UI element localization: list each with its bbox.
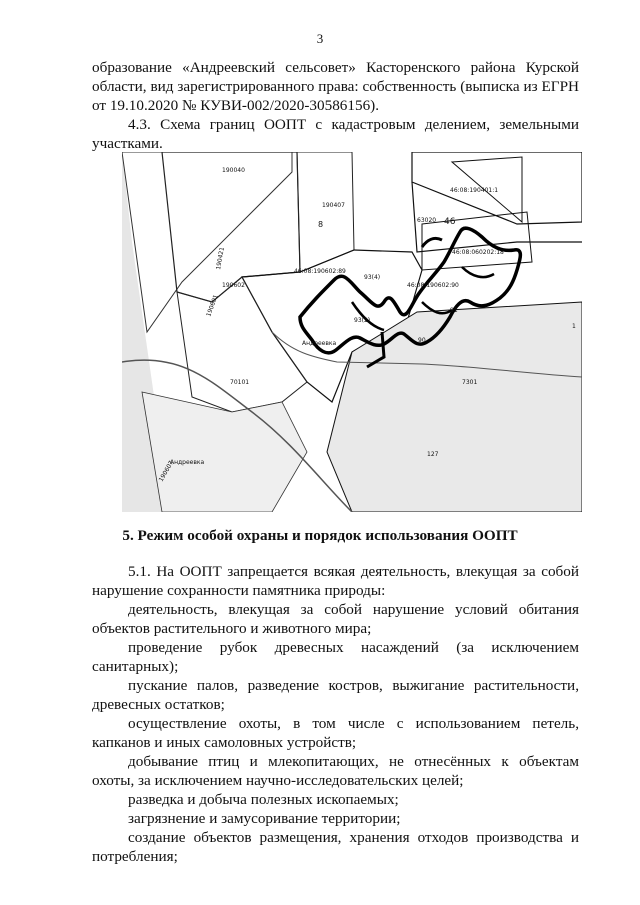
intro-line: образование «Андреевский сельсовет» Касторенского района Курской: [92, 59, 579, 76]
intro-line: от 19.10.2020 № КУВИ-002/2020-30586156).: [92, 97, 380, 114]
body-line: капканов и иных самоловных устройств;: [92, 734, 357, 751]
body-line: потребления;: [92, 848, 178, 865]
cadastral-scheme-map: [122, 152, 582, 512]
map-label: 7301: [462, 379, 478, 386]
body-paragraphs: [92, 562, 579, 866]
body-line: добывание птиц и млекопитающих, не отнесённых к объектам: [128, 753, 579, 770]
map-label: 91: [450, 307, 458, 314]
scheme-line: участками.: [92, 135, 163, 152]
map-drawing: [122, 152, 582, 512]
map-label: 190607: [157, 459, 176, 483]
body-line: объектов растительного и животного мира;: [92, 620, 372, 637]
map-label: 190421: [215, 246, 226, 271]
map-label: 93(2): [354, 317, 371, 324]
intro-line: области, вид зарегистрированного права: собственность (выписка из ЕГРН: [92, 78, 579, 95]
map-label: 190040: [222, 167, 245, 174]
body-line: древесных остатков;: [92, 696, 225, 713]
intro-paragraph: [92, 58, 579, 115]
map-label: 63020: [417, 217, 437, 224]
map-label: 90: [418, 337, 426, 344]
section-heading: 5. Режим особой охраны и порядок использования ООПТ: [122, 527, 518, 544]
map-label: 46:08:190401:1: [450, 187, 499, 194]
map-label: 190602: [222, 282, 245, 289]
body-line: пускание палов, разведение костров, выжигание растительности,: [128, 677, 579, 694]
body-line: 5.1. На ООПТ запрещается всякая деятельность, влекущая за собой: [128, 563, 579, 580]
map-label: 190601: [205, 293, 220, 318]
body-line: создание объектов размещения, хранения отходов производства и: [128, 829, 579, 846]
body-line: деятельность, влекущая за собой нарушение условий обитания: [128, 601, 579, 618]
map-label: 127: [427, 451, 439, 458]
body-line: санитарных);: [92, 658, 179, 675]
body-line: охоты, за исключением научно-исследовательских целей;: [92, 772, 464, 789]
map-label: 46: [444, 217, 456, 227]
map-label: Андреевка: [302, 340, 337, 347]
body-line: загрязнение и замусоривание территории;: [128, 810, 401, 827]
body-line: нарушение сохранности памятника природы:: [92, 582, 386, 599]
map-label: 46:08:060202:18: [452, 249, 504, 256]
body-line: осуществление охоты, в том числе с использованием петель,: [128, 715, 579, 732]
scheme-line: 4.3. Схема границ ООПТ с кадастровым делением, земельными: [128, 116, 579, 133]
map-label: 93(4): [364, 274, 381, 281]
scheme-paragraph: [92, 115, 579, 153]
map-label: 190407: [322, 202, 345, 209]
map-label: Андреевка: [170, 459, 205, 466]
map-label: 46:08:190602:90: [407, 282, 459, 289]
page-number: 3: [316, 31, 324, 46]
map-label: 70101: [230, 379, 250, 386]
map-label: 8: [318, 220, 324, 229]
map-label: 46:08:190602:89: [294, 268, 346, 275]
map-label: 1: [572, 323, 576, 330]
body-line: проведение рубок древесных насаждений (за исключением: [128, 639, 579, 656]
body-line: разведка и добыча полезных ископаемых;: [128, 791, 399, 808]
